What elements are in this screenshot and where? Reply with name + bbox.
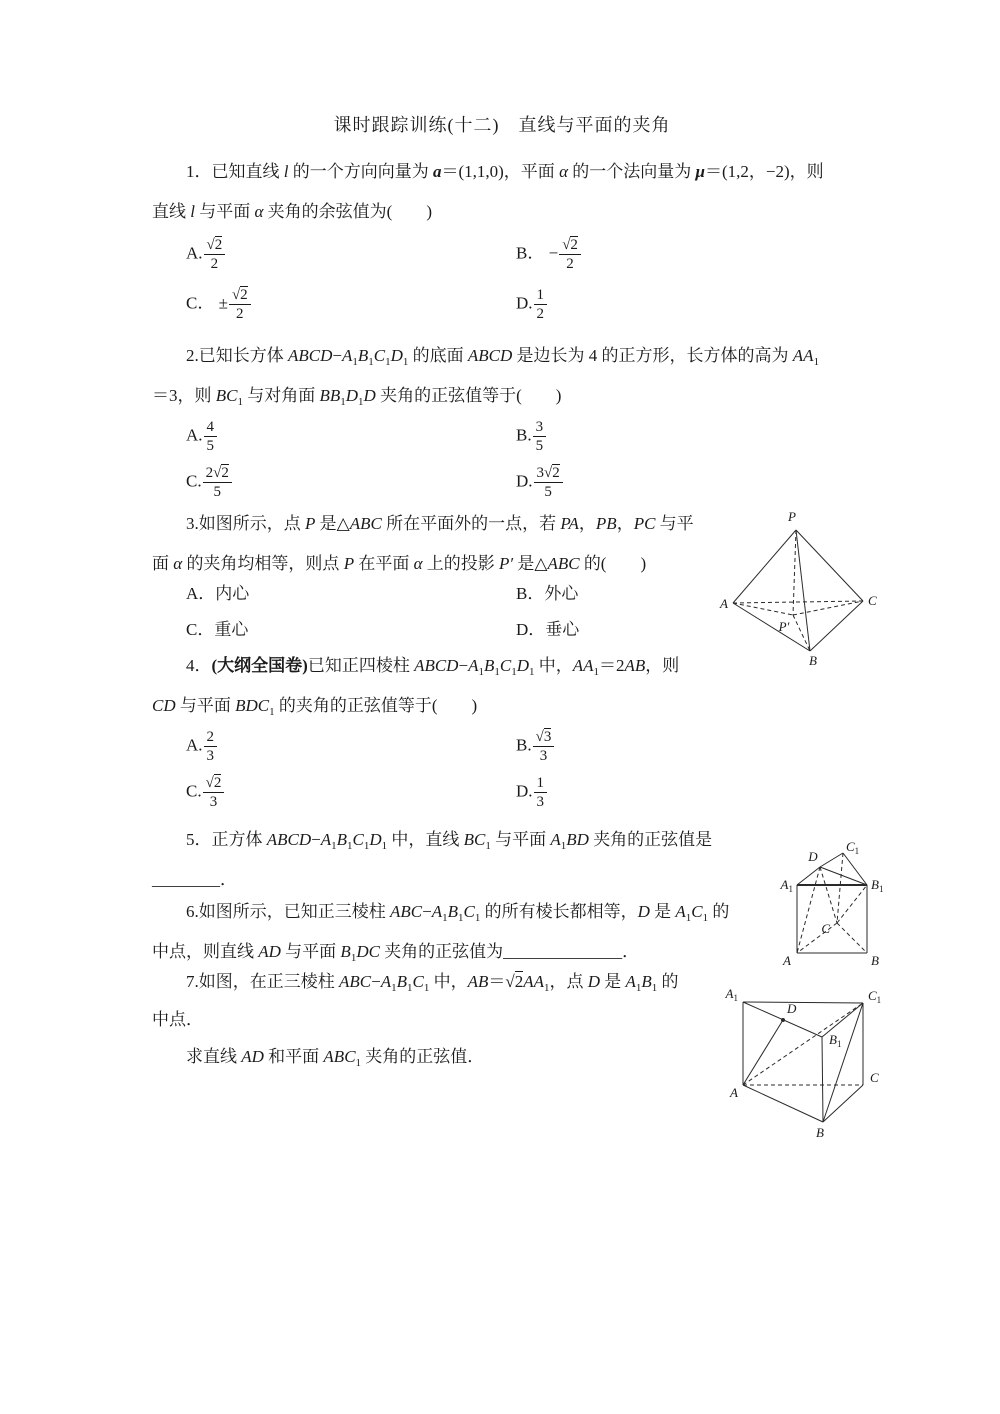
- fraction: $\frac{√3}{3}$: [533, 728, 555, 765]
- q1-options-row-2: [152, 276, 852, 332]
- edge-pa: [733, 530, 796, 603]
- point-label-D: D: [808, 849, 818, 864]
- fraction: $\frac{√2}{2}$: [204, 236, 226, 273]
- vertex-label-B1: $B_1$: [871, 877, 884, 894]
- vertex-label-C: C: [868, 593, 877, 608]
- fraction: $\frac{2}{3}$: [204, 728, 218, 765]
- edge-a1c1: [743, 1002, 863, 1003]
- question-6: [152, 892, 852, 972]
- edge-cb-hidden: [837, 923, 867, 953]
- q5-line-1: 5．正方体 $ABCD-A_1B_1C_1D_1$ 中，直线 $BC_1$ 与平面 $A_1BD$ 夹角的正弦值是: [186, 830, 713, 852]
- q7-line-1: 7.如图，在正三棱柱 $ABC-A_1B_1C_1$ 中，$AB=√2AA_1$，点 D 是 $A_1B_1$ 的: [186, 972, 679, 994]
- q2-options-row-1: [152, 410, 852, 462]
- q3-tetrahedron-diagram: [713, 503, 883, 671]
- vertex-label-A: A: [783, 953, 791, 968]
- fraction: $\frac{1}{3}$: [534, 774, 548, 811]
- q1-option-b: B． − $\frac{√2}{2}$: [516, 236, 582, 273]
- fraction: $\frac{4}{5}$: [204, 418, 218, 455]
- question-1: [152, 152, 852, 332]
- segment-dc-hidden: [820, 867, 837, 923]
- segment-da-hidden: [797, 867, 820, 953]
- q3-option-a: A．内心: [186, 584, 250, 603]
- q1-line-2: 直线 l 与平面 α 夹角的余弦值为( ): [152, 202, 432, 221]
- edge-a1d: [797, 867, 820, 885]
- segment-ad: [743, 1020, 783, 1085]
- q7-line-2: 中点．: [152, 1010, 203, 1029]
- fraction: $\frac{1}{2}$: [534, 286, 548, 323]
- q6-line-2: 中点，则直线 AD 与平面 $B_1DC$ 夹角的正弦值为______________．: [152, 942, 640, 964]
- altitude-pp: [793, 530, 796, 615]
- q2-line-2: ＝3，则 $BC_1$ 与对角面 $BB_1D_1D$ 夹角的正弦值等于( ): [152, 386, 562, 408]
- q3-line-1: 3.如图所示，点 P 是△ABC 所在平面外的一点，若 PA，PB，PC 与平: [186, 514, 694, 533]
- fraction: $\frac{√2}{2}$: [559, 236, 581, 273]
- q4-option-b: B. $\frac{√3}{3}$: [516, 728, 555, 765]
- question-2: [152, 336, 852, 508]
- q1-option-a: A. $\frac{√2}{2}$: [152, 236, 516, 273]
- q5-line-2: ________．: [152, 870, 237, 889]
- edge-pc: [796, 530, 863, 601]
- q4-option-d: D. $\frac{1}{3}$: [516, 774, 548, 811]
- vertex-label-B: B: [816, 1125, 824, 1140]
- edge-ac-hidden: [733, 601, 863, 603]
- vertex-label-A: A: [730, 1085, 738, 1100]
- segment-ac1-hidden: [743, 1003, 863, 1085]
- q7-line-3: 求直线 AD 和平面 $ABC_1$ 夹角的正弦值．: [186, 1047, 485, 1069]
- question-5: [152, 820, 852, 900]
- fraction: $\frac{3√2}{5}$: [534, 464, 563, 501]
- q4-line-2: CD 与平面 $BDC_1$ 的夹角的正弦值等于( ): [152, 696, 478, 718]
- point-label-D: D: [787, 1001, 797, 1016]
- vertex-label-B1: $B_1$: [829, 1032, 842, 1049]
- q2-option-d: D. $\frac{3√2}{5}$: [516, 464, 564, 501]
- q4-option-a: A. $\frac{2}{3}$: [152, 728, 516, 765]
- q6-prism-diagram: [777, 842, 895, 972]
- q4-option-c: C. $\frac{√2}{3}$: [152, 774, 516, 811]
- q3-option-d: D．垂心: [516, 620, 580, 639]
- page-title: 课时跟踪训练(十二) 直线与平面的夹角: [333, 115, 671, 135]
- q4-options-row-2: [152, 766, 852, 818]
- q3-line-2: 面 α 的夹角均相等，则点 P 在平面 α 上的投影 P′ 是△ABC 的( ): [152, 554, 647, 573]
- segment-pc2: [793, 601, 863, 615]
- fraction: $\frac{√2}{2}$: [229, 286, 251, 323]
- vertex-label-P: P: [788, 509, 796, 524]
- segment-cb1-hidden: [837, 885, 867, 923]
- edge-ca-hidden: [797, 923, 837, 953]
- q4-line-1: 4．(大纲全国卷)已知正四棱柱 $ABCD-A_1B_1C_1D_1$ 中，$AA_1=2AB$，则: [186, 656, 680, 678]
- q2-options-row-2: [152, 456, 852, 508]
- q1-option-c: C． ± $\frac{√2}{2}$: [152, 286, 516, 323]
- fraction: $\frac{2√2}{5}$: [203, 464, 232, 501]
- q2-option-b: B. $\frac{3}{5}$: [516, 418, 547, 455]
- vertex-label-B: B: [871, 953, 879, 968]
- q2-option-a: A. $\frac{4}{5}$: [152, 418, 516, 455]
- q3-option-c: C．重心: [186, 620, 249, 639]
- q2-option-c: C. $\frac{2√2}{5}$: [152, 464, 516, 501]
- q1-line-1: 1．已知直线 l 的一个方向向量为 a＝(1,1,0)，平面 α 的一个法向量为 μ＝(1,2，−2)，则: [186, 162, 824, 181]
- vertex-label-C1: $C_1$: [846, 842, 860, 856]
- vertex-label-C: C: [821, 921, 830, 936]
- vertex-label-C: C: [870, 1070, 879, 1085]
- point-label-P-prime: P′: [778, 619, 790, 634]
- edge-c1c-hidden: [837, 853, 843, 923]
- fraction: $\frac{√2}{3}$: [203, 774, 225, 811]
- edge-b1b: [822, 1037, 823, 1122]
- q3-option-b: B．外心: [516, 584, 579, 603]
- q6-line-1: 6.如图所示，已知正三棱柱 $ABC-A_1B_1C_1$ 的所有棱长都相等，D 是 $A_1C_1$ 的: [186, 902, 730, 924]
- vertex-label-A1: $A_1$: [780, 877, 793, 894]
- edge-pb: [796, 530, 810, 651]
- vertex-label-A: A: [720, 596, 728, 611]
- question-4: [152, 646, 852, 818]
- q2-line-1: 2.已知长方体 $ABCD-A_1B_1C_1D_1$ 的底面 ABCD 是边长为 4 的正方形，长方体的高为 $AA_1$: [186, 346, 820, 368]
- vertex-label-C1: $C_1$: [868, 988, 882, 1005]
- vertex-label-A1: $A_1$: [725, 988, 738, 1003]
- edge-dc1: [820, 853, 843, 867]
- point-D-dot: [781, 1018, 785, 1022]
- edge-ab: [733, 603, 810, 651]
- fraction: $\frac{3}{5}$: [533, 418, 547, 455]
- vertex-label-B: B: [809, 653, 817, 668]
- edge-bc: [810, 601, 863, 651]
- q7-prism-diagram: [698, 988, 890, 1146]
- q4-options-row-1: [152, 720, 852, 772]
- q1-option-d: D. $\frac{1}{2}$: [516, 286, 548, 323]
- q1-options-row-1: [152, 226, 852, 282]
- edge-ab: [743, 1085, 823, 1122]
